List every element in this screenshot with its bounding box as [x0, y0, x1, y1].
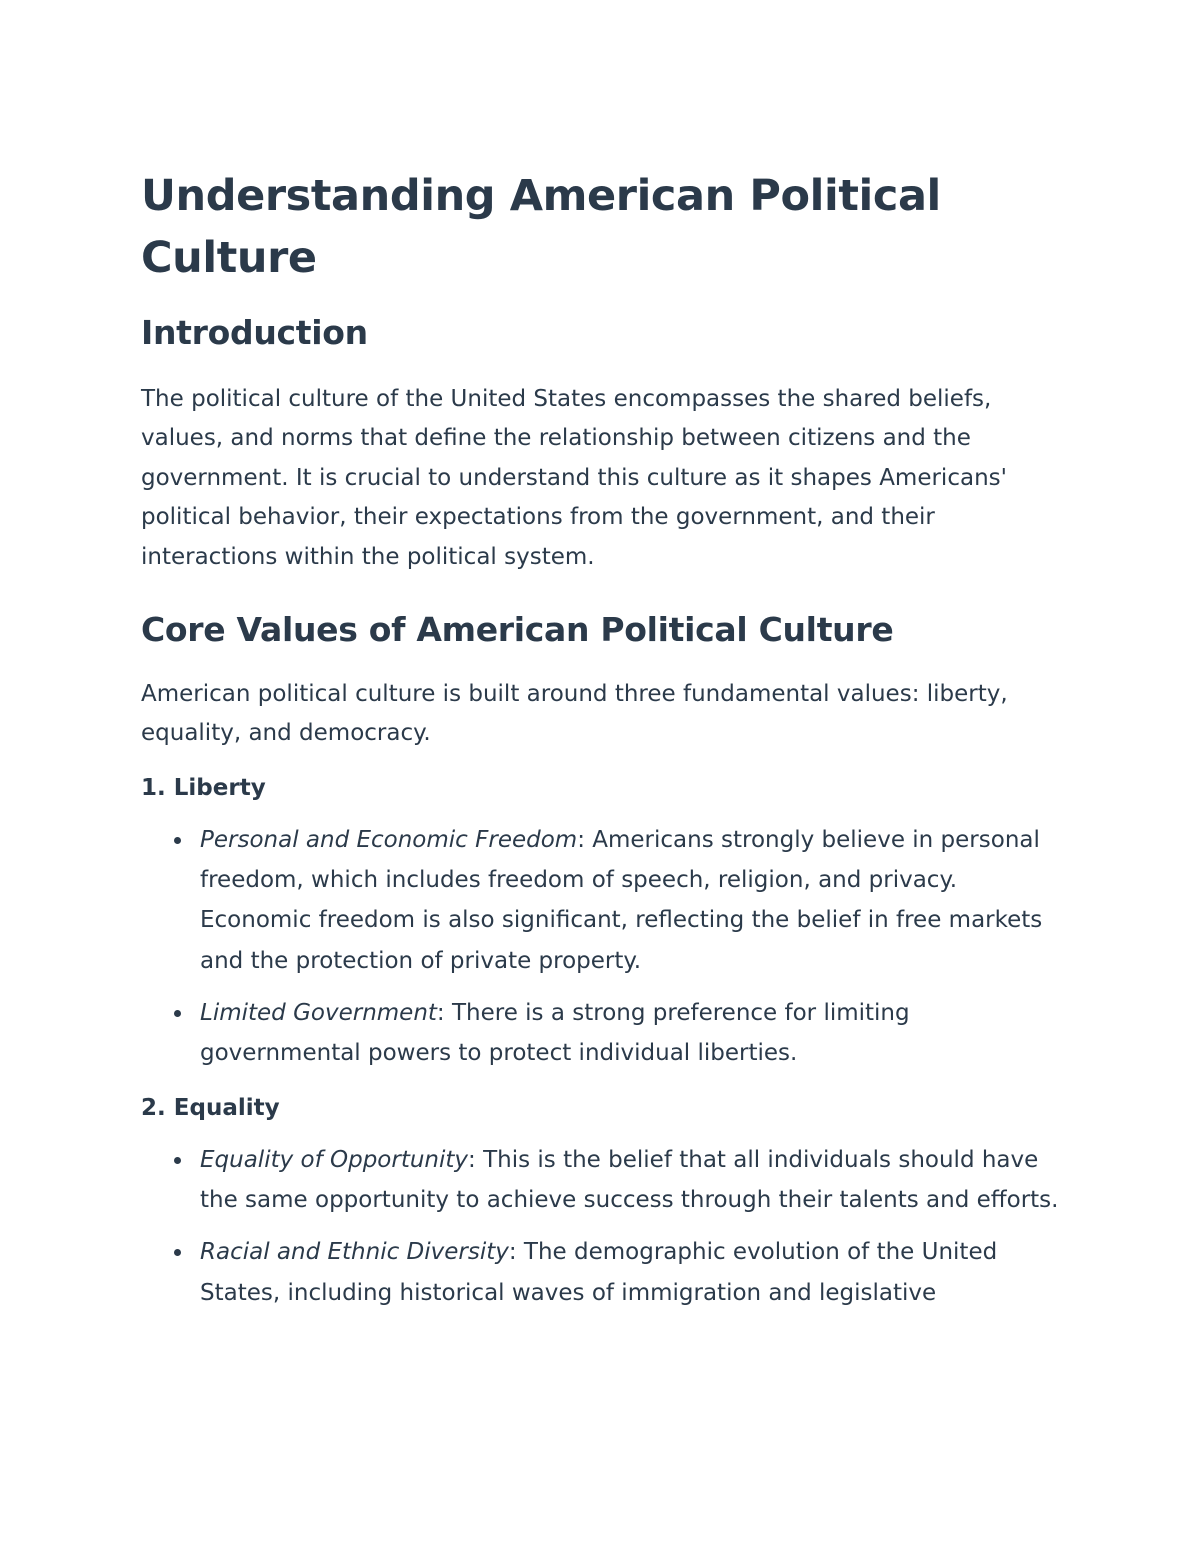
list-item-text: : There is a strong preference for limiting governmental powers to protect individual liberties. — [200, 1000, 910, 1067]
bullet-icon — [174, 1249, 181, 1256]
equality-list — [141, 1140, 1071, 1313]
value-label: Liberty — [173, 774, 266, 801]
list-item-term: Equality of Opportunity — [200, 1146, 469, 1173]
list-item — [141, 1140, 1071, 1221]
value-number: 1. — [141, 774, 166, 801]
introduction-heading: Introduction — [141, 313, 368, 352]
value-number: 2. — [141, 1094, 166, 1121]
bullet-icon — [174, 1157, 181, 1164]
value-heading-equality — [141, 1088, 1071, 1128]
list-item-text: : Americans strongly believe in personal freedom, which includes freedom of speech, religion, and privacy. Economic freedom is also significant, reflecting the belief in free markets and the protection of private property. — [200, 826, 1043, 974]
list-item — [141, 993, 1071, 1074]
list-item-term: Personal and Economic Freedom — [200, 826, 578, 853]
bullet-icon — [174, 837, 181, 844]
value-heading-liberty — [141, 768, 1071, 808]
value-liberty — [141, 768, 1071, 1074]
list-item-text: : The demographic evolution of the United States, including historical waves of immigration and legislative — [200, 1239, 998, 1306]
list-item-text: : This is the belief that all individuals should have the same opportunity to achieve success through their talents and efforts. — [200, 1146, 1059, 1213]
core-values-heading: Core Values of American Political Culture — [141, 610, 894, 650]
liberty-list — [141, 820, 1071, 1074]
value-equality — [141, 1088, 1071, 1313]
list-item — [141, 1232, 1071, 1313]
core-values-paragraph: American political culture is built around three fundamental values: liberty, equality, and democracy. — [141, 681, 1008, 747]
list-item-term: Limited Government — [200, 1000, 437, 1027]
page-title: Understanding American Political Culture — [141, 171, 941, 283]
list-item-term: Racial and Ethnic Diversity — [200, 1239, 509, 1266]
bullet-icon — [174, 1010, 181, 1017]
document-page — [141, 165, 1071, 1325]
value-label: Equality — [173, 1094, 280, 1121]
list-item — [141, 820, 1071, 981]
introduction-paragraph: The political culture of the United States encompasses the shared beliefs, values, and norms that define the relationship between citizens and the government. It is crucial to understand this culture as it shapes Americans' political behavior, their expectations from the government, and their interactions within the political system. — [141, 386, 1007, 570]
